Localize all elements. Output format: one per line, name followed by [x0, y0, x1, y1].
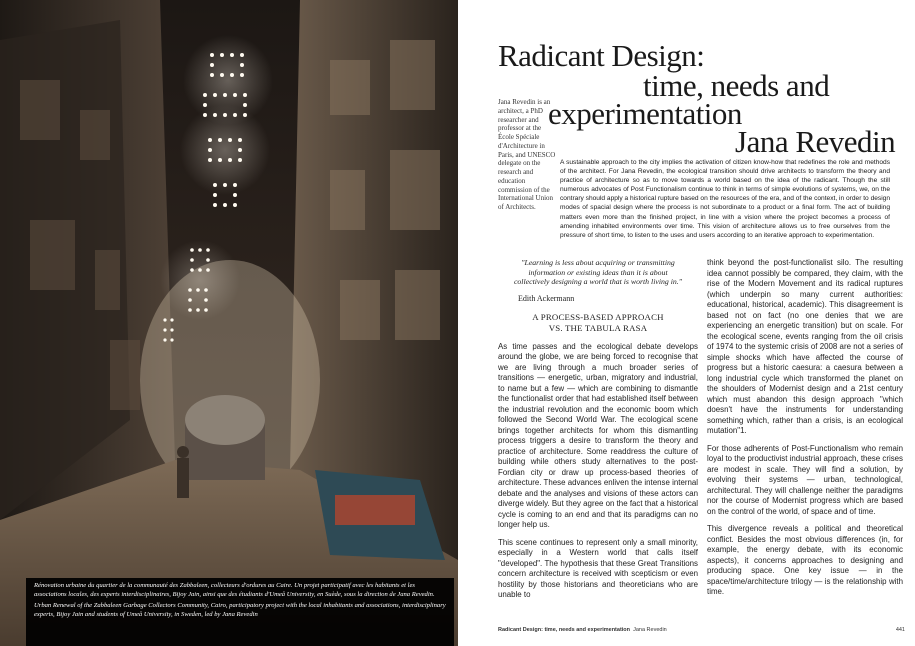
page-number: 441: [895, 627, 905, 633]
running-title: [498, 627, 667, 633]
title-line-1: Radicant Design:: [498, 38, 705, 73]
body-paragraph-2: This scene continues to represent only a small minority, especially in a Western world that calls itself "developed". The hypothesis that these Great Transitions concern architecture is received with scepticism or even hostility by those historians and theoreticians who are unable to: [498, 537, 698, 600]
running-title-text: Radicant Design: time, needs and experimentation: [498, 627, 631, 633]
body-paragraph-1: As time passes and the ecological debate develops around the globe, we are being forced to recognise that we are living through a much broader series of transitions — energetic, urban, migratory and industrial, to name but a few — which are combining to dismantle the functionalist order that had established itself between the industrial revolution and the economic boom which followed the Second World War. The ecological scene brings together architects for whom this dismantling process triggers a desire to transform the theory and practice of architecture. Some readdress the culture of building while others study alternatives to the post-Fordian city or draw up process-based theories of architecture. These advances enliven the intense internal debate and the analyses and visions of these actors can diverge widely. But they agree on the fact that a historical cycle is coming to an end and that its paradigms can no longer help us.: [498, 341, 698, 530]
lead-paragraph: A sustainable approach to the city implies the activation of citizen know-how that redefines the role and methods of the architect. For Jana Revedin, the ecological transition should drive architects to transform the theory and practice of architecture so as to move towards a world based on the idea of the radicant. Though the still numerous advocates of Post Functionalism continue to think in terms of simple evolutions of systems, we, on the contrary should apply a historical rupture based on the resources of the era, and of the context, in order to design modes of spacial design where the process is not subordinate to a product or a final form. The act of building matters even more than the finished project, in line with a vision where the project becomes a process of amending inhabited environments over time. This vision of architecture allows us to free ourselves from the pressure of short time, to listen to the uses and users according to an iterative approach to experimentation.: [560, 159, 890, 239]
page-footer: [498, 627, 905, 639]
epigraph-author: Edith Ackermann: [518, 294, 575, 304]
caption-french: Rénovation urbaine du quartier de la communauté des Zabbaleen, collecteurs d'ordures au Caire. Un projet participatif avec les habitants et les associations locales, des experts interdisciplinaires, Bijoy Jain, ainsi que des étudiants d'Umeå University, en Suède, sous la direction de Jana Revedin.: [34, 582, 435, 598]
section-heading-line-1: A PROCESS-BASED APPROACH: [532, 311, 664, 322]
body-paragraph-5: This divergence reveals a political and theoretical conflict. Besides the most obvious differences (in, for example, the energy debate, with its economic aspects), it concerns approaches to designing and producing space. One key issue — in the space/time/architecture trilogy — is the relationship with time.: [707, 524, 903, 596]
author-bio: Jana Revedin is an architect, a PhD researcher and professor at the École Spéciale d'Architecture in Paris, and UNESCO delegate on the research and education commission of the International Union of Architects.: [498, 98, 556, 211]
body-paragraph-3: think beyond the post-functionalist silo. The resulting idea cannot possibly be compared, they claim, with the rise of the Modern Movement and its radical ruptures (which underpin so many current authorities: educational, historical, academic). This disagreement is based not on fact (no one denies that we are experiencing an energetic transition) but on scale. For the ecological scene, events ranging from the oil crisis of 1974 to the systemic crisis of 2008 are not a series of simple shocks which have affected the course of progress but a historic caesura: a caesura between a long industrial cycle which transformed the planet on the shoulders of Modernist design and a 21st century which must abandon this design approach "which doesn't have the instruments for understanding something which, rather than a crisis, is an ecological mutation"1.: [707, 258, 903, 435]
text-page: [458, 0, 915, 646]
title-line-2: time, needs and: [643, 68, 830, 103]
title-line-3: experimentation: [548, 96, 742, 131]
column-left: [498, 258, 698, 608]
body-paragraph-4: For those adherents of Post-Functionalism who remain loyal to the productivist industrial approach, these crises are modest in scale. They will find a solution, by evolving their systems — urban, technological, architectural. They will challenge neither the paradigms nor the course of Modernist progress which are based on the control of the world, of space and of time.: [707, 443, 903, 516]
column-right: [707, 258, 903, 605]
title-author: Jana Revedin: [735, 124, 896, 159]
section-heading-line-2: VS. THE TABULA RASA: [548, 322, 648, 333]
caption-english: Urban Renewal of the Zabbaleen Garbage Collectors Community, Cairo, participatory project with the local inhabitants and associations, interdisciplinary experts, Bijoy Jain and students of Umeå University, in Sweden, led by Jana Revedin: [34, 602, 446, 618]
section-heading: [498, 312, 698, 334]
epigraph-quote: "Learning is less about acquiring or transmitting information or existing ideas than it is about collectively designing a world that is worth living in.": [513, 258, 683, 287]
photo-caption: [26, 578, 454, 646]
running-author: Jana Revedin: [633, 627, 667, 633]
